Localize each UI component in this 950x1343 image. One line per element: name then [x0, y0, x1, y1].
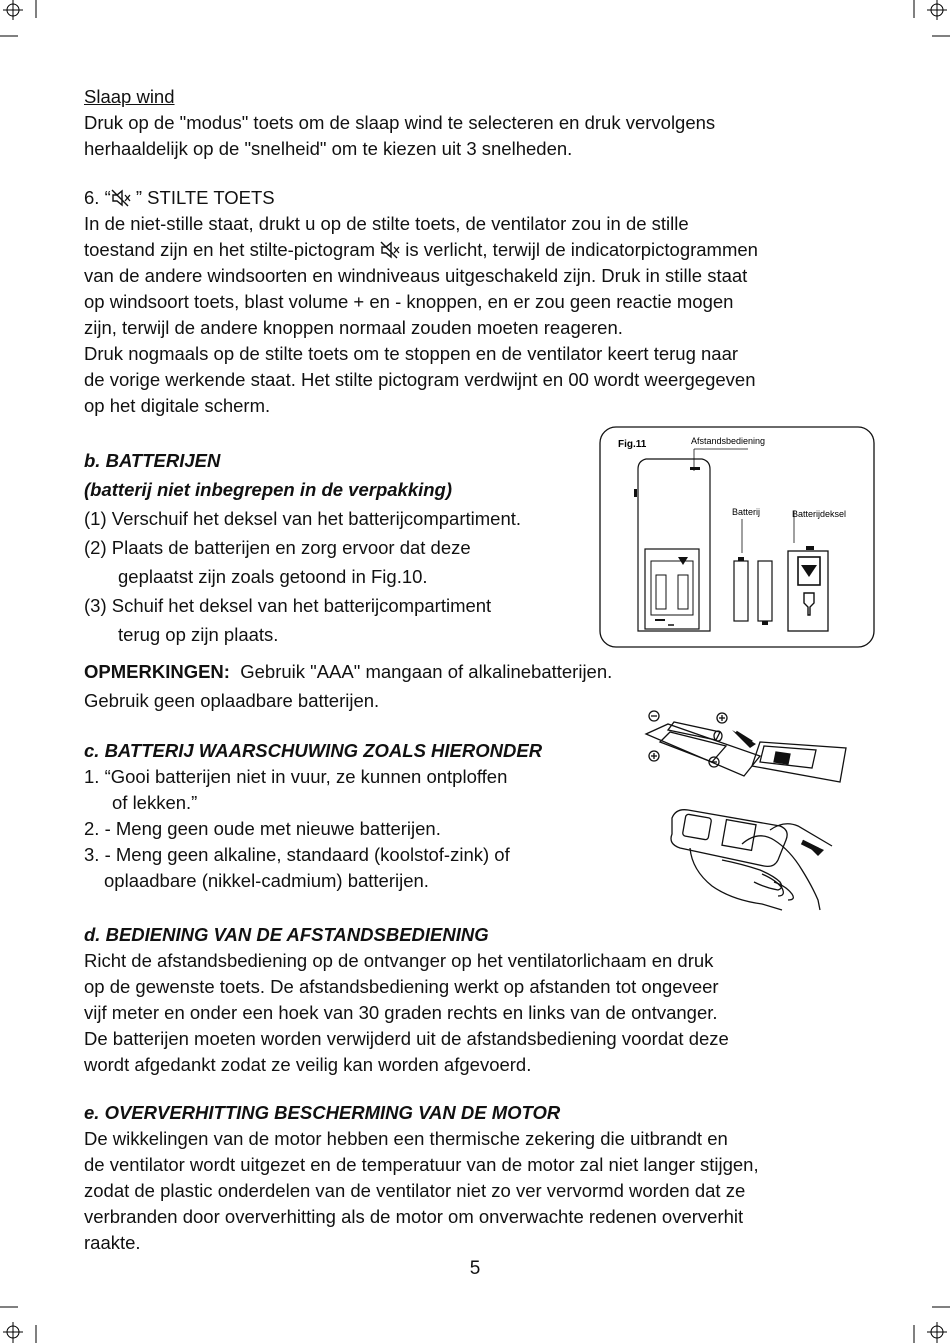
stilte-line-part: toestand zijn en het stilte-pictogram [84, 239, 381, 260]
oververhitting-line: zodat de plastic onderdelen van de ventilator niet zo ver vervormd worden dat ze [84, 1180, 746, 1201]
waarschuwing-item: 3. - Meng geen alkaline, standaard (koolstof-zink) of [84, 844, 510, 865]
bediening-line: op de gewenste toets. De afstandsbediening werkt op afstanden tot ongeveer [84, 976, 719, 997]
oververhitting-line: De wikkelingen van de motor hebben een thermische zekering die uitbrandt en [84, 1128, 728, 1149]
waarschuwing-item: 2. - Meng geen oude met nieuwe batterijen. [84, 818, 441, 839]
figure-remote-batteries [598, 425, 876, 649]
oververhitting-line: verbranden door oververhitting als de motor om onverwachte redenen oververhit [84, 1206, 744, 1227]
bediening-line: Richt de afstandsbediening op de ontvanger op het ventilatorlichaam en druk [84, 950, 714, 971]
bediening-line: De batterijen moeten worden verwijderd uit de afstandsbediening voordat deze [84, 1028, 729, 1049]
opmerkingen-label: OPMERKINGEN: [84, 661, 230, 682]
waarschuwing-item: oplaadbare (nikkel-cadmium) batterijen. [104, 870, 429, 891]
hand-remote-illustration [662, 800, 846, 912]
stilte-line: op windsoort toets, blast volume + en - knoppen, en er zou geen reactie mogen [84, 291, 734, 312]
section-waarschuwing [84, 738, 542, 894]
batterijen-step: (3) Schuif het deksel van het batterijcompartiment [84, 595, 492, 616]
stilte-line: de vorige werkende staat. Het stilte pictogram verdwijnt en 00 wordt weergegeven [84, 369, 756, 390]
bediening-line: wordt afgedankt zodat ze veilig kan worden afgevoerd. [84, 1054, 532, 1075]
bediening-line: vijf meter en onder een hoek van 30 graden rechts en links van de ontvanger. [84, 1002, 718, 1023]
stilte-heading-prefix: 6. “ [84, 187, 111, 208]
oververhitting-line: raakte. [84, 1232, 141, 1253]
waarschuwing-item: 1. “Gooi batterijen niet in vuur, ze kunnen ontploffen [84, 766, 508, 787]
batterijen-step: (1) Verschuif het deksel van het batterijcompartiment. [84, 508, 522, 529]
batterijen-heading: b. BATTERIJEN [84, 450, 221, 471]
mute-icon [380, 241, 400, 259]
waarschuwing-heading: c. BATTERIJ WAARSCHUWING ZOALS HIERONDER [84, 740, 543, 761]
slaap-line: Druk op de "modus" toets om de slaap wind te selecteren en druk vervolgens [84, 112, 716, 133]
oververhitting-heading: e. OVERVERHITTING BESCHERMING VAN DE MOTOR [84, 1102, 561, 1123]
stilte-heading-suffix: ” STILTE TOETS [130, 187, 275, 208]
battery-insertion-illustration [640, 706, 856, 788]
section-opmerkingen [84, 657, 612, 715]
batterijen-step: terug op zijn plaats. [118, 624, 279, 645]
bediening-heading: d. BEDIENING VAN DE AFSTANDSBEDIENING [84, 924, 489, 945]
section-stilte-toets [84, 185, 758, 419]
page-number: 5 [469, 1258, 481, 1279]
stilte-line: In de niet-stille staat, drukt u op de stilte toets, de ventilator zou in de stille [84, 213, 689, 234]
figure-label: Fig.11 [618, 439, 647, 450]
battery-label: Batterij [732, 507, 761, 517]
batterijen-step: geplaatst zijn zoals getoond in Fig.10. [118, 566, 428, 587]
opmerkingen-line [84, 657, 612, 686]
batterijen-subheading: (batterij niet inbegrepen in de verpakking) [84, 479, 453, 500]
slaap-heading: Slaap wind [84, 86, 175, 107]
stilte-line: zijn, terwijl de andere knoppen normaal zouden moeten reageren. [84, 317, 623, 338]
waarschuwing-item: of lekken.” [112, 792, 198, 813]
section-oververhitting [84, 1100, 759, 1256]
section-slaap-wind [84, 84, 715, 162]
stilte-line: Druk nogmaals op de stilte toets om te stoppen en de ventilator keert terug naar [84, 343, 739, 364]
stilte-line-part: is verlicht, terwijl de indicatorpictogrammen [400, 239, 758, 260]
mute-icon [111, 189, 131, 207]
opmerkingen-text: Gebruik "AAA" mangaan of alkalinebatterijen. [229, 661, 613, 682]
stilte-line-with-icon [84, 237, 758, 263]
stilte-heading [84, 185, 758, 211]
oververhitting-line: de ventilator wordt uitgezet en de temperatuur van de motor zal niet langer stijgen, [84, 1154, 759, 1175]
stilte-line: van de andere windsoorten en windniveaus uitgeschakeld zijn. Druk in stille staat [84, 265, 748, 286]
cover-label: Batterijdeksel [792, 509, 847, 519]
batterijen-step: (2) Plaats de batterijen en zorg ervoor dat deze [84, 537, 471, 558]
section-bediening [84, 922, 729, 1078]
section-batterijen [84, 446, 521, 649]
opmerkingen-line: Gebruik geen oplaadbare batterijen. [84, 690, 380, 711]
remote-label: Afstandsbediening [691, 436, 766, 446]
slaap-line: herhaaldelijk op de "snelheid" om te kiezen uit 3 snelheden. [84, 138, 573, 159]
stilte-line: op het digitale scherm. [84, 395, 271, 416]
